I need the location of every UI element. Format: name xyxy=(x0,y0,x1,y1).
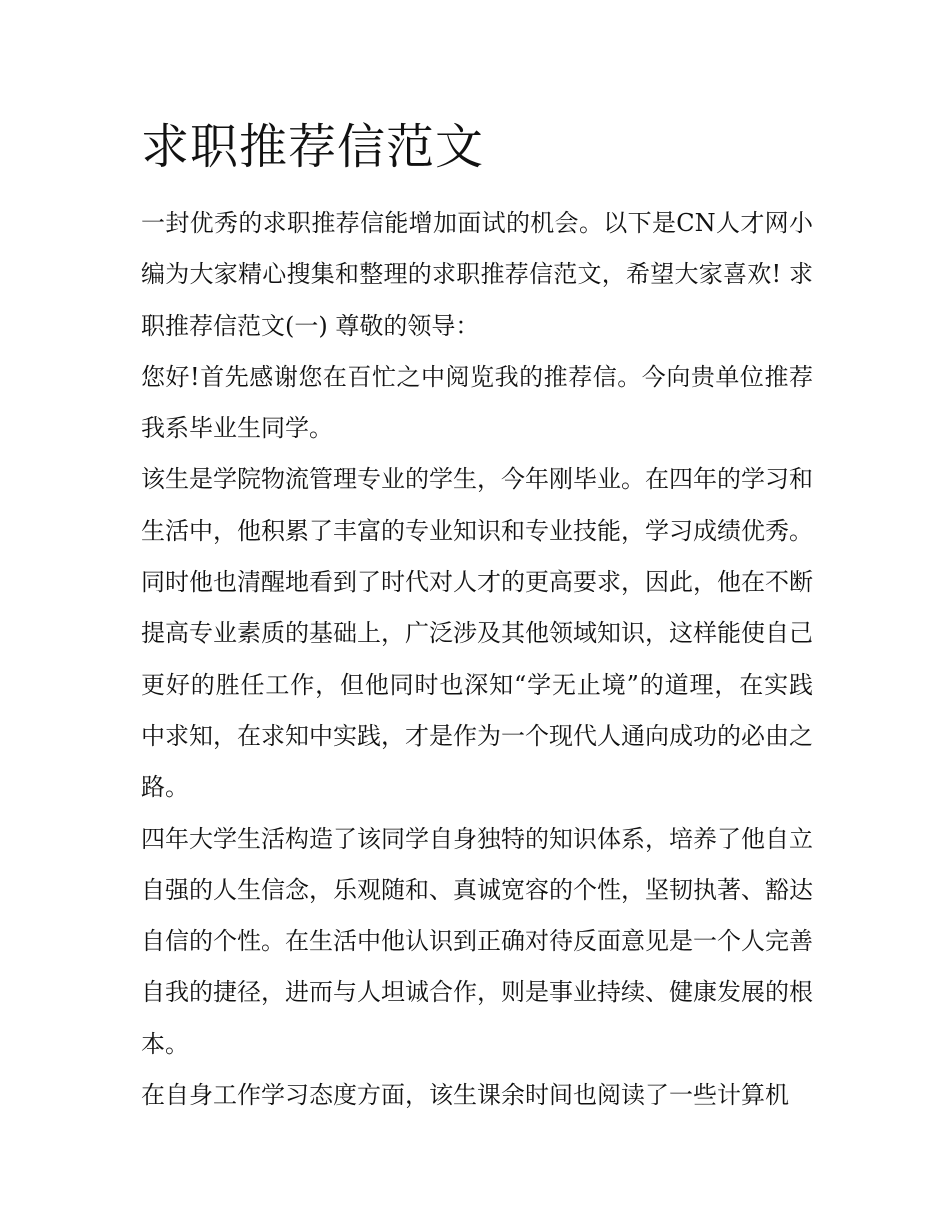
paragraph-work-attitude: 在自身工作学习态度方面，该生课余时间也阅读了一些计算机 xyxy=(141,1081,789,1110)
document-title: 求职推荐信范文 xyxy=(141,119,485,175)
document-body xyxy=(141,198,813,1121)
paragraph-personality: 四年大学生活构造了该同学自身独特的知识体系，培养了他自立自强的人生信念，乐观随和、真诚宽容的个性，坚韧执著、豁达自信的个性。在生活中他认识到正确对待反面意见是一个人完善自我的捷径，进而与人坦诚合作，则是事业持续、健康发展的根本。 xyxy=(141,824,813,1058)
paragraph-greeting: 您好!首先感谢您在百忙之中阅览我的推荐信。今向贵单位推荐我系毕业生同学。 xyxy=(141,362,813,443)
paragraph-intro: 一封优秀的求职推荐信能增加面试的机会。以下是CN人才网小编为大家精心搜集和整理的求职推荐信范文，希望大家喜欢! 求职推荐信范文(一) 尊敬的领导： xyxy=(141,209,813,340)
paragraph-student-profile: 该生是学院物流管理专业的学生，今年刚毕业。在四年的学习和生活中，他积累了丰富的专业知识和专业技能，学习成绩优秀。同时他也清醒地看到了时代对人才的更高要求，因此，他在不断提高专业素质的基础上，广泛涉及其他领域知识，这样能使自己更好的胜任工作，但他同时也深知“学无止境”的道理，在实践中求知，在求知中实践，才是作为一个现代人通向成功的必由之路。 xyxy=(141,465,813,802)
